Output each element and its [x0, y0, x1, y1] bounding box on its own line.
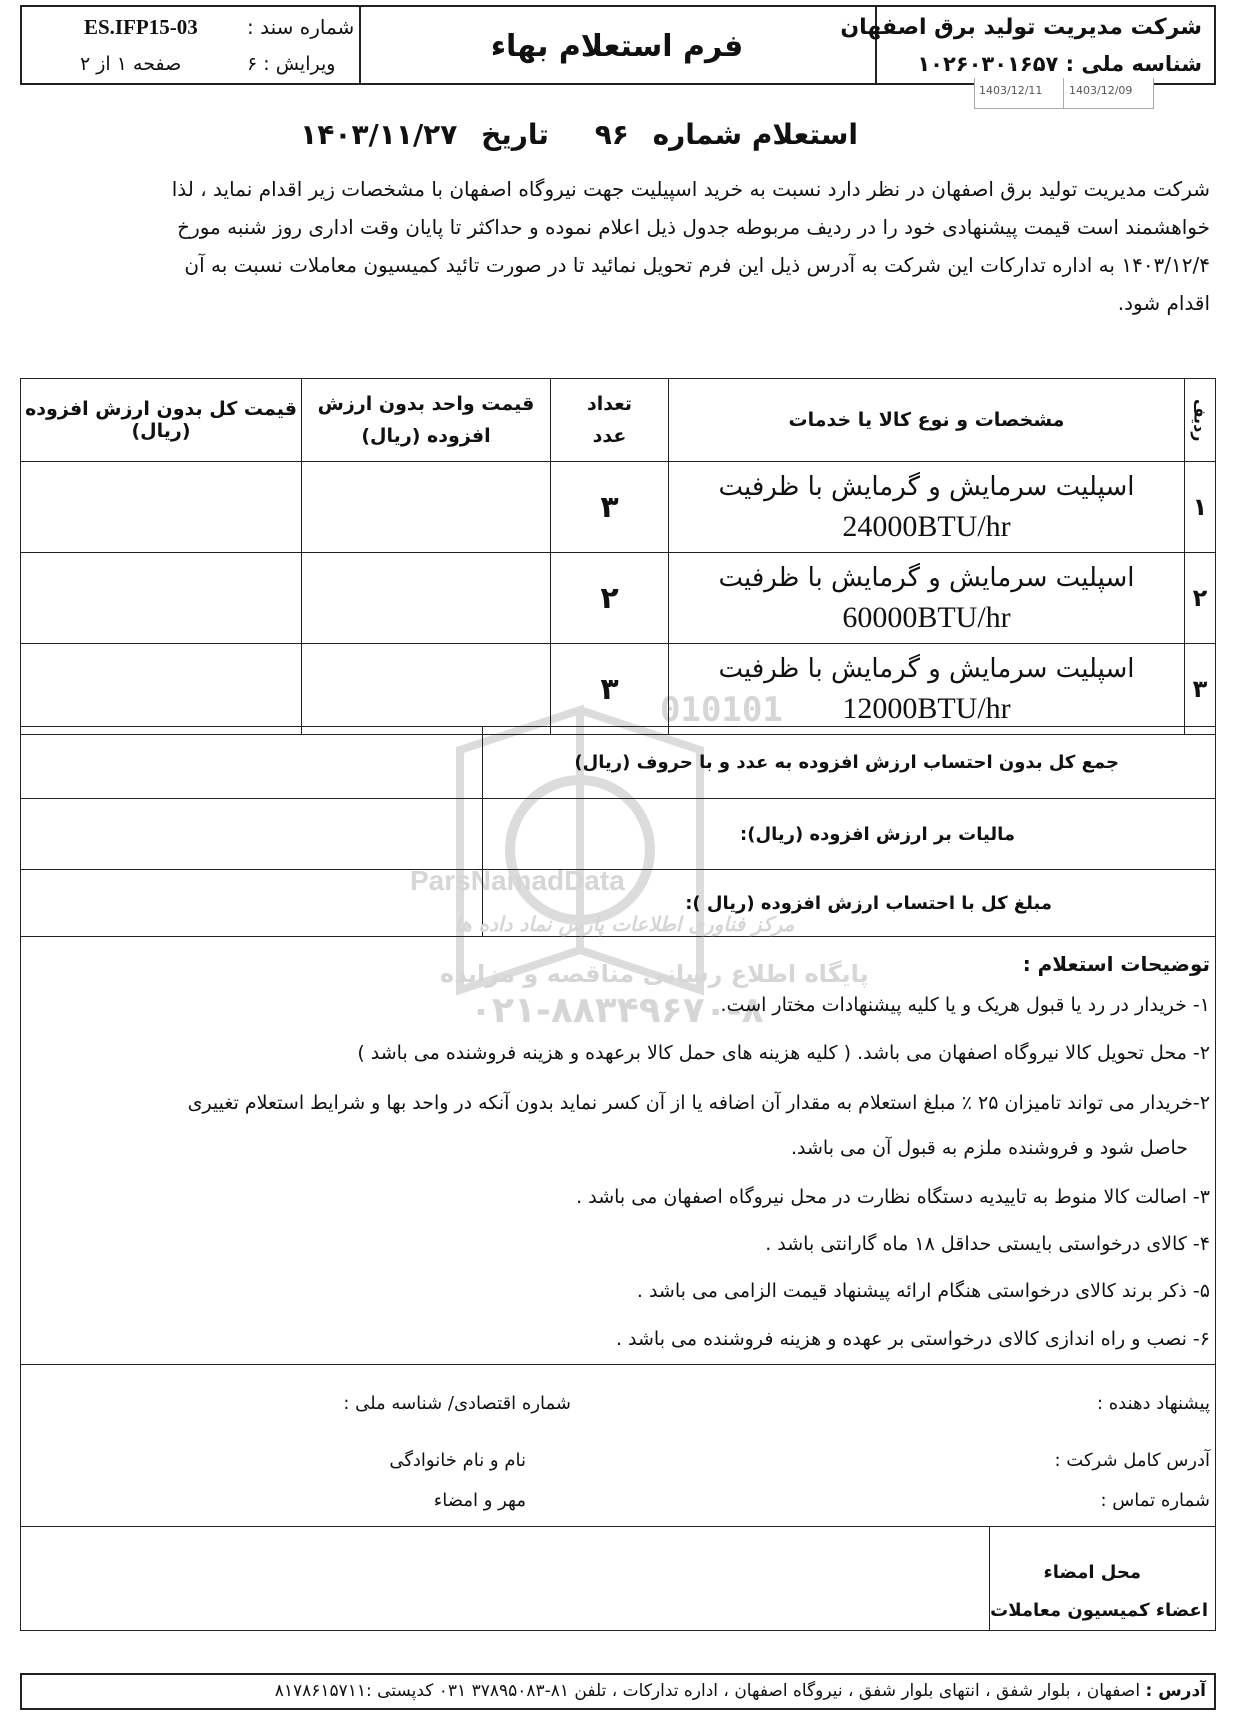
- inquiry-line: [300, 118, 858, 151]
- row-capacity: 60000BTU/hr: [842, 601, 1011, 634]
- sum-total-value[interactable]: [21, 727, 483, 799]
- note-item: حاصل شود و فروشنده ملزم به قبول آن می باشد.: [791, 1137, 1188, 1159]
- inquiry-number: ۹۶: [594, 118, 629, 151]
- stamp-date-2: 1403/12/11: [979, 84, 1043, 97]
- intro-line: ۱۴۰۳/۱۲/۴ به اداره تدارکات این شرکت به آدرس ذیل این فرم تحویل نمائید تا در صورت تائید کمیسیون معاملات نسبت به آن: [184, 253, 1210, 277]
- row-desc-text: اسپلیت سرمایش و گرمایش با ظرفیت: [718, 472, 1135, 502]
- inquiry-date: ۱۴۰۳/۱۱/۲۷: [300, 118, 458, 151]
- seal-label: مهر و امضاء: [433, 1490, 526, 1511]
- row-capacity: 24000BTU/hr: [842, 510, 1011, 543]
- notes-title: توضیحات استعلام :: [1022, 952, 1210, 976]
- vat-label: مالیات بر ارزش افزوده (ریال):: [483, 799, 1216, 870]
- totals-table: [20, 726, 1216, 937]
- header-row-num: [1185, 379, 1216, 462]
- doc-number: ES.IFP15-03: [84, 15, 198, 39]
- note-item: ۴- کالای درخواستی بایستی حداقل ۱۸ ماه گارانتی باشد .: [765, 1233, 1210, 1255]
- watermark-line2: پایگاه اطلاع رسانی مناقصه و مزایده: [440, 960, 869, 988]
- header-qty: [551, 379, 669, 462]
- row-unit-price[interactable]: [302, 644, 551, 735]
- header-box: [20, 5, 1216, 85]
- row-desc-text: اسپلیت سرمایش و گرمایش با ظرفیت: [718, 563, 1135, 593]
- row-total-price[interactable]: [21, 553, 302, 644]
- watermark-digits: 010101: [660, 690, 783, 730]
- date-stamp: [974, 78, 1154, 109]
- header-unit-label: عدد: [592, 425, 627, 447]
- company-name: شرکت مدیریت تولید برق اصفهان: [840, 15, 1202, 40]
- footer-address: [275, 1681, 1206, 1701]
- row-number: ۱: [1185, 462, 1216, 553]
- row-qty: ۲: [551, 553, 669, 644]
- row-unit-price[interactable]: [302, 553, 551, 644]
- watermark-brand: ParsNamadData: [410, 865, 625, 896]
- header-unit-price: [302, 379, 551, 462]
- grand-total-label: مبلغ کل با احتساب ارزش افزوده (ریال ):: [483, 870, 1216, 937]
- doc-number-label: شماره سند :: [247, 15, 355, 39]
- row-qty: ۳: [551, 462, 669, 553]
- row-description: [669, 462, 1185, 553]
- note-item: ۵- ذکر برند کالای درخواستی هنگام ارائه پیشنهاد قیمت الزامی می باشد .: [636, 1280, 1210, 1302]
- header-description: مشخصات و نوع کالا یا خدمات: [669, 379, 1185, 462]
- row-qty: ۳: [551, 644, 669, 735]
- header-row-label: ردیف: [1190, 398, 1210, 442]
- note-item: ۲- محل تحویل کالا نیروگاه اصفهان می باشد. ( کلیه هزینه های حمل کالا برعهده و هزینه فروشنده می باشد ): [357, 1042, 1210, 1064]
- footer-address-text: اصفهان ، بلوار شفق ، انتهای بلوار شفق ، نیروگاه اصفهان ، اداره تدارکات ، تلفن ۸۱-۳۷۸۹۵۰۸۳ ۰۳۱ کدپستی :۸۱۷۸۶۱۵۷۱۱: [274, 1681, 1141, 1701]
- note-item: ۲-خریدار می تواند تامیزان ۲۵ ٪ مبلغ استعلام به مقدار آن اضافه یا از آن کسر نماید بدون آنکه در واحد بها و شرایط استعلام تغییری: [187, 1092, 1210, 1114]
- header-unit-price-line1: قیمت واحد بدون ارزش: [317, 393, 535, 415]
- grand-total-value[interactable]: [21, 870, 483, 937]
- table-row: [21, 553, 1216, 644]
- name-label: نام و نام خانوادگی: [389, 1450, 526, 1471]
- intro-line: شرکت مدیریت تولید برق اصفهان در نظر دارد نسبت به خرید اسپیلیت جهت نیروگاه اصفهان با مشخصات زیر اقدام نماید ، لذا: [171, 177, 1210, 201]
- inquiry-number-label: استعلام شماره: [652, 118, 858, 151]
- row-description: [669, 553, 1185, 644]
- row-number: ۳: [1185, 644, 1216, 735]
- note-item: ۶- نصب و راه اندازی کالای درخواستی بر عهده و هزینه فروشنده می باشد .: [615, 1328, 1210, 1350]
- national-id: شناسه ملی : ۱۰۲۶۰۳۰۱۶۵۷: [917, 52, 1202, 76]
- header-unit-price-line2: افزوده (ریال): [361, 425, 491, 447]
- row-unit-price[interactable]: [302, 462, 551, 553]
- signature-place-label: محل امضاء: [1043, 1562, 1141, 1583]
- footer-address-label: آدرس :: [1145, 1681, 1206, 1701]
- commission-members-label: اعضاء کمیسیون معاملات: [990, 1600, 1208, 1621]
- inquiry-date-label: تاریخ: [481, 118, 549, 151]
- sum-total-label: جمع کل بدون احتساب ارزش افزوده به عدد و با حروف (ریال): [483, 727, 1216, 799]
- header-qty-label: تعداد: [586, 393, 633, 415]
- page-number: صفحه ۱ از ۲: [80, 53, 182, 75]
- table-row: [21, 644, 1216, 735]
- header-total-price: قیمت کل بدون ارزش افزوده (ریال): [21, 379, 302, 462]
- watermark-line1: مرکز فناوری اطلاعات پارس نماد داده ها: [455, 912, 795, 936]
- row-description: [669, 644, 1185, 735]
- table-row: [21, 462, 1216, 553]
- vat-value[interactable]: [21, 799, 483, 870]
- intro-line: خواهشمند است قیمت پیشنهادی خود را در ردیف مربوطه جدول ذیل اعلام نموده و حداکثر تا پایان وقت اداری روز شنبه مورخ: [177, 215, 1210, 239]
- bidder-label: پیشنهاد دهنده :: [1096, 1393, 1210, 1414]
- stamp-date-1: 1403/12/09: [1069, 84, 1133, 97]
- economic-id-label: شماره اقتصادی/ شناسه ملی :: [343, 1393, 571, 1414]
- intro-line: اقدام شود.: [1117, 291, 1210, 315]
- phone-label: شماره تماس :: [1100, 1490, 1210, 1511]
- revision: ویرایش : ۶: [247, 53, 336, 75]
- address-label: آدرس کامل شرکت :: [1054, 1450, 1210, 1471]
- note-item: ۳- اصالت کالا منوط به تاییدیه دستگاه نظارت در محل نیروگاه اصفهان می باشد .: [576, 1186, 1210, 1208]
- intro-paragraph: [20, 170, 1210, 322]
- row-number: ۲: [1185, 553, 1216, 644]
- row-capacity: 12000BTU/hr: [842, 692, 1011, 725]
- items-table: [20, 378, 1216, 735]
- row-desc-text: اسپلیت سرمایش و گرمایش با ظرفیت: [718, 654, 1135, 684]
- row-total-price[interactable]: [21, 462, 302, 553]
- form-title: فرم استعلام بهاء: [490, 29, 744, 64]
- footer-box: [20, 1673, 1216, 1710]
- watermark-phone: ۰۲۱-۸۸۳۴۹۶۷۰-۸: [470, 990, 764, 1031]
- row-total-price[interactable]: [21, 644, 302, 735]
- note-item: ۱- خریدار در رد یا قبول هریک و یا کلیه پیشنهادات مختار است.: [720, 994, 1210, 1016]
